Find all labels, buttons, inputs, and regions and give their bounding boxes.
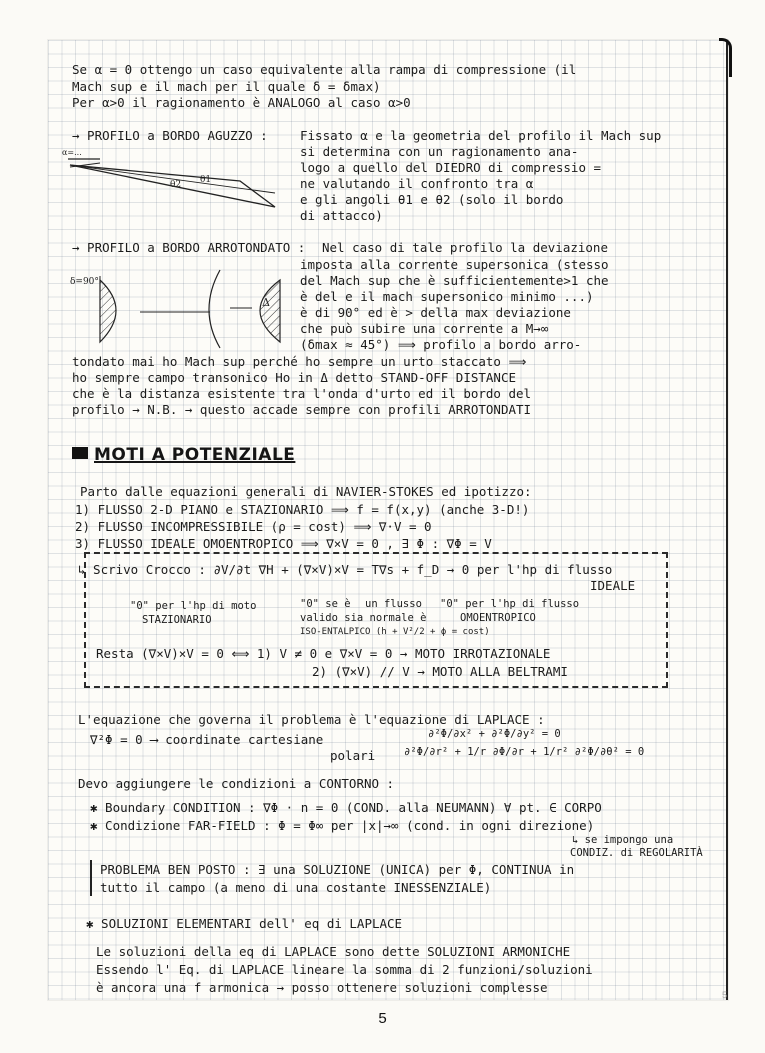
farfield-condition: ✱ Condizione FAR-FIELD : Φ = Φ∞ per |x|→∞ (cond. in ogni direzione)	[90, 818, 595, 833]
text-line: che può subire una corrente a M→∞	[300, 321, 549, 336]
note-isoenthalpic: valido sia normale è	[300, 612, 427, 624]
laplace-cartesian: ∇²Φ = 0 ⟶ coordinate cartesiane	[90, 732, 324, 747]
delta-standoff-label: Δ	[262, 296, 270, 309]
text-line: è del e il mach supersonico minimo ...)	[300, 289, 594, 304]
section-label-sharp-edge: → PROFILO a BORDO AGUZZO :	[72, 128, 268, 143]
note-isoenthalpic: "0" se è	[300, 598, 351, 610]
text-line: profilo → N.B. → questo accade sempre con profili ARROTONDATI	[72, 402, 532, 417]
note-flow: un flusso	[365, 598, 422, 610]
text-line: logo a quello del DIEDRO di compressio =	[300, 160, 602, 175]
corner-note: 5	[721, 990, 727, 1000]
note-regularity: ↳ se impongo una	[572, 834, 674, 846]
text-line: Per α>0 il ragionamento è ANALOGO al caso α>0	[72, 95, 411, 110]
beltrami-line: 2) (∇×V) // V → MOTO ALLA BELTRAMI	[312, 664, 568, 679]
boundary-condition: ✱ Boundary CONDITION : ∇Φ · n = 0 (COND. alla NEUMANN) ∀ pt. ∈ CORPO	[90, 800, 602, 815]
laplace-polar: polari	[330, 748, 376, 763]
text-line: L'equazione che governa il problema è l'equazione di LAPLACE :	[78, 712, 545, 727]
hypothesis-3: 3) FLUSSO IDEALE OMOENTROPICO ⟹ ∇×V = 0 , ∃ Φ : ∇Φ = V	[75, 536, 492, 551]
round-profile-sketch	[70, 262, 290, 350]
text-line: ho sempre campo transonico Ho in Δ detto STAND-OFF DISTANCE	[72, 370, 517, 385]
text-line: Devo aggiungere le condizioni a CONTORNO :	[78, 776, 395, 791]
note-isoenthalpic: ISO-ENTALPICO (h + V²/2 + ϕ = cost)	[300, 627, 490, 637]
text-line: Nel caso di tale profilo la deviazione	[322, 240, 608, 255]
text-line: di attacco)	[300, 208, 383, 223]
text-line: è di 90° ed è > della max deviazione	[300, 305, 571, 320]
well-posed-problem: PROBLEMA BEN POSTO : ∃ una SOLUZIONE (UNICA) per Φ, CONTINUA in	[100, 862, 575, 877]
text-line: Mach sup e il mach per il quale δ = δmax)	[72, 79, 381, 94]
text-line: che è la distanza esistente tra l'onda d'urto ed il bordo del	[72, 386, 532, 401]
text-line: (δmax ≈ 45°) ⟹ profilo a bordo arro-	[300, 337, 582, 352]
text-line: IDEALE	[590, 578, 636, 593]
laplace-polar-formula: ∂²Φ/∂r² + 1/r ∂Φ/∂r + 1/r² ∂²Φ/∂θ² = 0	[404, 746, 645, 758]
section-label-round-edge: → PROFILO a BORDO ARROTONDATO :	[72, 240, 306, 255]
crocco-equation: ↳ Scrivo Crocco : ∂V/∂t ∇H + (∇×V)×V = T∇s + f_D → 0 per l'hp di flusso	[78, 562, 613, 577]
alpha-label: α=...	[62, 148, 82, 157]
text-line: Le soluzioni della eq di LAPLACE sono dette SOLUZIONI ARMONICHE	[96, 944, 571, 959]
theta2-label: θ2	[170, 180, 182, 190]
hypothesis-1: 1) FLUSSO 2-D PIANO e STAZIONARIO ⟹ f = f(x,y) (anche 3-D!)	[75, 502, 530, 517]
section-heading: MOTI A POTENZIALE	[72, 445, 295, 465]
bullet-square-icon	[72, 447, 88, 459]
note-stationary: "0" per l'hp di moto	[130, 600, 257, 612]
text-line: Parto dalle equazioni generali di NAVIER-STOKES ed ipotizzo:	[80, 484, 532, 499]
note-homentropic: "0" per l'hp di flusso	[440, 598, 580, 610]
text-line: Fissato α e la geometria del profilo il Mach sup	[300, 128, 662, 143]
bracket	[90, 860, 92, 896]
text-line: Se α = 0 ottengo un caso equivalente alla rampa di compressione (il	[72, 62, 577, 77]
sharp-profile-sketch	[60, 145, 290, 220]
text-line: ne valutando il confronto tra α	[300, 176, 534, 191]
page-number: 5	[378, 1010, 387, 1027]
theta1-label: θ1	[200, 175, 212, 185]
text-line: tondato mai ho Mach sup perché ho sempre un urto staccato ⟹	[72, 354, 527, 369]
elementary-solutions-heading: ✱ SOLUZIONI ELEMENTARI dell' eq di LAPLACE	[86, 916, 403, 931]
text-line: del Mach sup che è sufficientemente>1 che	[300, 273, 609, 288]
spiral-binding-edge	[719, 38, 732, 77]
text-line: è ancora una f armonica → posso ottenere soluzioni complesse	[96, 980, 548, 995]
hypothesis-2: 2) FLUSSO INCOMPRESSIBILE (ρ = cost) ⟹ ∇·V = 0	[75, 519, 432, 534]
remaining-term: Resta (∇×V)×V = 0 ⟺ 1) V ≠ 0 e ∇×V = 0 → MOTO IRROTAZIONALE	[96, 646, 551, 661]
note-homentropic: OMOENTROPICO	[460, 612, 536, 624]
text-line: Essendo l' Eq. di LAPLACE lineare la somma di 2 funzioni/soluzioni	[96, 962, 593, 977]
delta-90-label: δ=90°	[70, 277, 99, 287]
laplace-cartesian-formula: ∂²Φ/∂x² + ∂²Φ/∂y² = 0	[428, 728, 561, 740]
note-stationary: STAZIONARIO	[142, 614, 212, 626]
note-regularity: CONDIZ. di REGOLARITÀ	[570, 847, 703, 859]
text-line: e gli angoli θ1 e θ2 (solo il bordo	[300, 192, 564, 207]
text-line: tutto il campo (a meno di una costante INESSENZIALE)	[100, 880, 492, 895]
text-line: imposta alla corrente supersonica (stesso	[300, 257, 609, 272]
text-line: si determina con un ragionamento ana-	[300, 144, 579, 159]
